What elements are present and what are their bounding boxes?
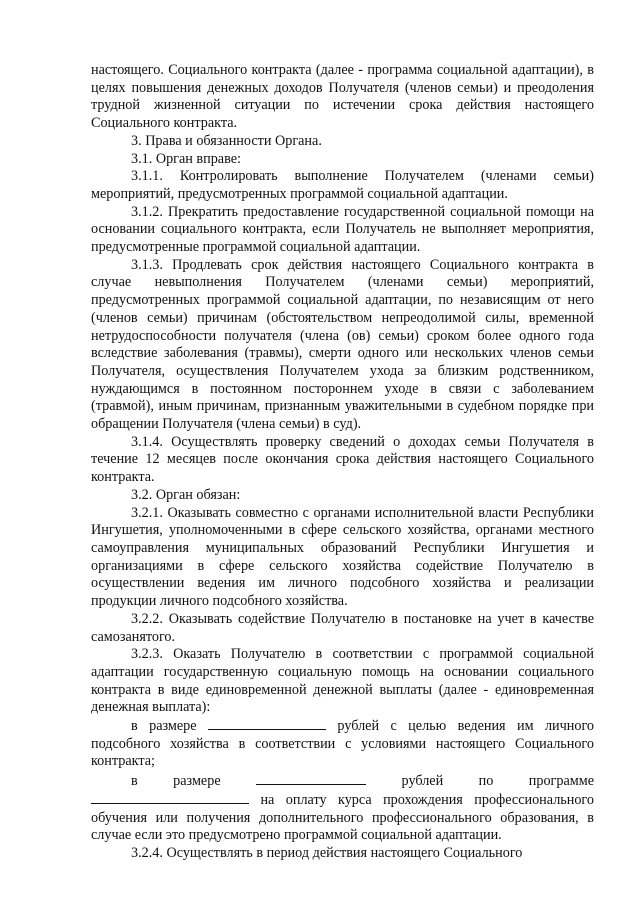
payment-item-2-rest xyxy=(91,791,594,845)
payment-item-2-first-line xyxy=(91,772,594,791)
clause-3-2-2: 3.2.2. Оказывать содействие Получателю в постановке на учет в качестве самозанятого. xyxy=(91,610,594,645)
payment-item-2-word: рублей xyxy=(401,773,444,790)
payment-item-2-word: по xyxy=(478,773,494,790)
clause-3-2-3: 3.2.3. Оказать Получателю в соответствии с программой социальной адаптации государственную социальную помощь на основании социального контракта в виде единовременной денежной выплаты (далее - единовременная денежная выплата): xyxy=(91,646,594,716)
clause-3-2: 3.2. Орган обязан: xyxy=(131,486,241,503)
payment-item-2-text: на оплату курса прохождения профессионального обучения или получения дополнительного профессионального образования, в случае если это предусмотрено программой социальной адаптации. xyxy=(91,791,594,844)
payment-item-2-word: размере xyxy=(173,773,221,790)
clause-3-1-3: 3.1.3. Продлевать срок действия настоящего Социального контракта в случае невыполнения Получателем (членами семьи) мероприятий, предусмотренных программой социальной адаптации, по независящим от него (членов семьи) причинам (обстоятельством непреодолимой силы, временной нетрудоспособности получателя (члена (ов) семьи) сроком более одного года вследствие заболевания (травмы), смерти одного или нескольких членов семьи Получателя, осуществления Получателем ухода за близким родственником, нуждающимся в постоянном постороннем уходе в связи с заболеванием (травмой), иным причинам, признанным уважительными в судебном порядке при обращении Получателя (члена семьи) в суд). xyxy=(91,256,594,433)
amount-blank-1 xyxy=(208,717,326,730)
payment-item-1-lead: в размере xyxy=(131,718,197,735)
clause-3-2-4: 3.2.4. Осуществлять в период действия настоящего Социального xyxy=(131,844,523,861)
paragraph-continuation: настоящего. Социального контракта (далее - программа социальной адаптации), в целях повышения денежных доходов Получателя (членов семьи) и преодоления трудной жизненной ситуации по истечении срока действия настоящего Социального контракта. xyxy=(91,62,594,132)
payment-item-2-word: в xyxy=(131,773,138,790)
clause-3-1-4: 3.1.4. Осуществлять проверку сведений о доходах семьи Получателя в течение 12 месяцев после окончания срока действия настоящего Социального контракта. xyxy=(91,433,594,486)
amount-blank-2 xyxy=(256,772,366,785)
payment-item-1-rest: рублей с целью ведения им личного подсобного хозяйства в соответствии с условиями настоящего Социального контракта; xyxy=(91,718,595,770)
clause-3-1-1: 3.1.1. Контролировать выполнение Получателем (членами семьи) мероприятий, предусмотренных программой социальной адаптации. xyxy=(91,168,594,202)
document-body xyxy=(91,62,594,863)
payment-item-2-word: программе xyxy=(528,773,595,790)
clause-3-2-1: 3.2.1. Оказывать совместно с органами исполнительной власти Республики Ингушетия, уполномоченными в сфере сельского хозяйства, органами местного самоуправления муниципальных образований Республики Ингушетия и организациями в сфере сельского хозяйства содействие Получателю в осуществлении ведения им личного подсобного хозяйства и реализации продукции личного подсобного хозяйства. xyxy=(91,504,594,610)
clause-3-1-2: 3.1.2. Прекратить предоставление государственной социальной помощи на основании социального контракта, если Получатель не выполняет мероприятия, предусмотренные программой социальной адаптации. xyxy=(91,203,594,256)
section-heading-3: 3. Права и обязанности Органа. xyxy=(131,132,322,149)
clause-3-1: 3.1. Орган вправе: xyxy=(131,150,241,167)
program-blank xyxy=(91,791,249,804)
payment-item-1 xyxy=(91,717,594,771)
